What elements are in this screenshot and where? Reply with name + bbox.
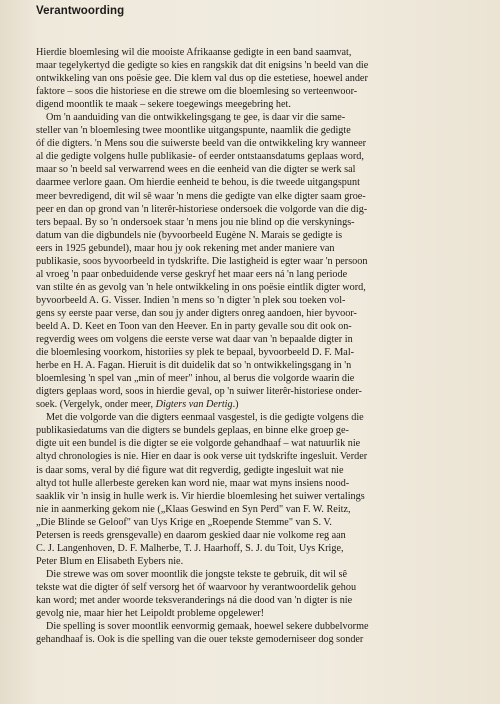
book-title: Digters van Dertig (155, 399, 233, 411)
text-line: saaklik vir 'n insig in hulle werk is. Vir hierdie bloemlesing het suiwer vertalings (36, 490, 365, 502)
text-line: van stilte én as gevolg van 'n hele ontwikkeling in ons poësie eintlik digter word, (36, 281, 366, 293)
paragraph (36, 620, 486, 646)
text-line: Met die volgorde van die digters eenmaal vasgestel, is die gedigte volgens die (46, 412, 364, 424)
text-line: digters geplaas word, soos in hierdie geval, op 'n suiwer literêr-historiese onder- (36, 386, 362, 398)
text-line: herbe en H. A. Fagan. Hieruit is dit duidelik dat so 'n ontwikkelingsgang in 'n (36, 360, 352, 372)
text-line: meer bevredigend, dit wil sê waar 'n mens die gedigte van elke digter saam groe- (36, 190, 366, 202)
text-line: kan word; met ander woorde teksveranderings ná die dood van 'n digter is nie (36, 594, 353, 606)
text-line: byvoorbeeld A. G. Visser. Indien 'n mens so 'n digter 'n plek sou toeken vol- (36, 294, 346, 306)
text-line: peer en dan op grond van 'n literêr-historiese ondersoek die volgorde van die dig- (36, 203, 368, 215)
text-line: bloemlesing 'n spel van „min of meer" inhou, al berus die volgorde waarin die (36, 373, 355, 385)
text-line: Om 'n aanduiding van die ontwikkelingsgang te gee, is daar vir die same- (46, 112, 346, 124)
text-line: óf die digters. 'n Mens sou die suiwerste beeld van die ontwikkeling kry wanneer (36, 138, 367, 150)
text-line: tekste wat die digter óf self versorg het óf waarvoor hy verantwoordelik gehou (36, 581, 357, 593)
text-line: C. J. Langenhoven, D. F. Malherbe, T. J. Haarhoff, S. J. du Toit, Uys Krige, (36, 542, 344, 554)
text-line: gens sy eerste paar verse, dan sou jy ander digters onreg aandoen, hier byvoor- (36, 307, 357, 319)
text-line: „Die Blinde se Geloof" van Uys Krige en „Roepende Stemme" van S. V. (36, 516, 332, 528)
text-line: al vroeg 'n paar onbeduidende verse geskryf het maar eers ná 'n lang periode (36, 268, 348, 280)
text-line: gevolg nie, maar hier het Leipoldt probleme opgelewer! (36, 608, 265, 620)
text-line: maar so 'n beeld sal verwarrend wees en die eenheid van die digter se werk sal (36, 164, 356, 176)
text-line: daarmee verlore gaan. Om hierdie eenheid te behou, is die tweede uitgangspunt (36, 177, 360, 189)
text-line: publikasie, soos byvoorbeeld in tydskrifte. Die lastigheid is egter waar 'n persoon (36, 255, 368, 267)
text-line: is daar soms, veral by dié figure wat dit regverdig, gedigte ingesluit wat nie (36, 464, 344, 476)
text-line: gehandhaaf is. Ook is die spelling van die ouer tekste gemoderniseer dog sonder (36, 634, 364, 646)
text-line: Peter Blum en Elisabeth Eybers nie. (36, 555, 184, 567)
text-line: faktore – soos die historiese en die strewe om die bloemlesing so verteenwoor- (36, 86, 358, 98)
paragraph (36, 411, 486, 568)
text-line: Hierdie bloemlesing wil die mooiste Afrikaanse gedigte in een band saamvat, (36, 47, 352, 58)
text-line: beeld A. D. Keet en Toon van den Heever. En in party gevalle sou dit ook on- (36, 320, 352, 332)
text-line: digte uit een bundel is die digter se eie volgorde gehandhaaf – wat natuurlik nie (36, 438, 361, 450)
paragraph (36, 568, 486, 620)
text-line: steller van 'n bloemlesing twee moontlike uitgangspunte, naamlik die gedigte (36, 125, 351, 137)
text-line: al die gedigte volgens hulle publikasie- of eerder ontstaansdatums geplaas word, (36, 151, 364, 163)
text-line: ontwikkeling van ons poësie gee. Die klem val dus op die estetiese, hoewel ander (36, 73, 368, 85)
paragraph (36, 46, 486, 111)
text-line: ters bepaal. By so 'n ondersoek staar 'n mens jou nie blind op die verskynings- (36, 216, 355, 228)
text-line: digend moontlik te maak – sekere toegewings meegebring het. (36, 99, 291, 111)
text-line: altyd chronologies is nie. Hier en daar is ook verse uit tydskrifte ingesluit. Verder (36, 451, 368, 463)
text-line: Die spelling is sover moontlik eenvormig gemaak, hoewel sekere dubbelvorme (46, 621, 369, 633)
page-heading: Verantwoording (36, 5, 125, 17)
text-line: soek. (Vergelyk, onder meer, Digters van Dertig.) (36, 399, 239, 411)
text-line: Petersen is reeds grensgevalle) en daarom geskied daar nie volkome reg aan (36, 529, 346, 541)
text-line: datum van die digbundels nie (byvoorbeeld Eugène N. Marais se gedigte is (36, 229, 343, 241)
text-line: die bloemlesing voorkom, historiies sy plek te bepaal, byvoorbeeld D. F. Mal- (36, 347, 355, 359)
text-line: publikasiedatums van die digters se bundels geplaas, en binne elke groep ge- (36, 425, 349, 437)
text-line: Die strewe was om sover moontlik die jongste tekste te gebruik, dit wil sê (46, 568, 348, 580)
text-line: maar tegelykertyd die gedigte so kies en rangskik dat dit enigsins 'n beeld van die (36, 60, 369, 72)
text-line: nie in aanmerking gekom nie („Klaas Geswind en Syn Perd" van F. W. Reitz, (36, 503, 351, 515)
document-body (36, 46, 486, 646)
text-line: altyd tot hulle allerbeste gereken kan word nie, maar wat myns insiens nood- (36, 477, 350, 489)
text-line: regverdig wees om volgens die eerste verse wat daar van 'n bepaalde digter in (36, 334, 353, 346)
paragraph (36, 111, 486, 411)
text-line: eers in 1925 gebundel), maar hou jy ook rekening met ander maniere van (36, 242, 335, 254)
